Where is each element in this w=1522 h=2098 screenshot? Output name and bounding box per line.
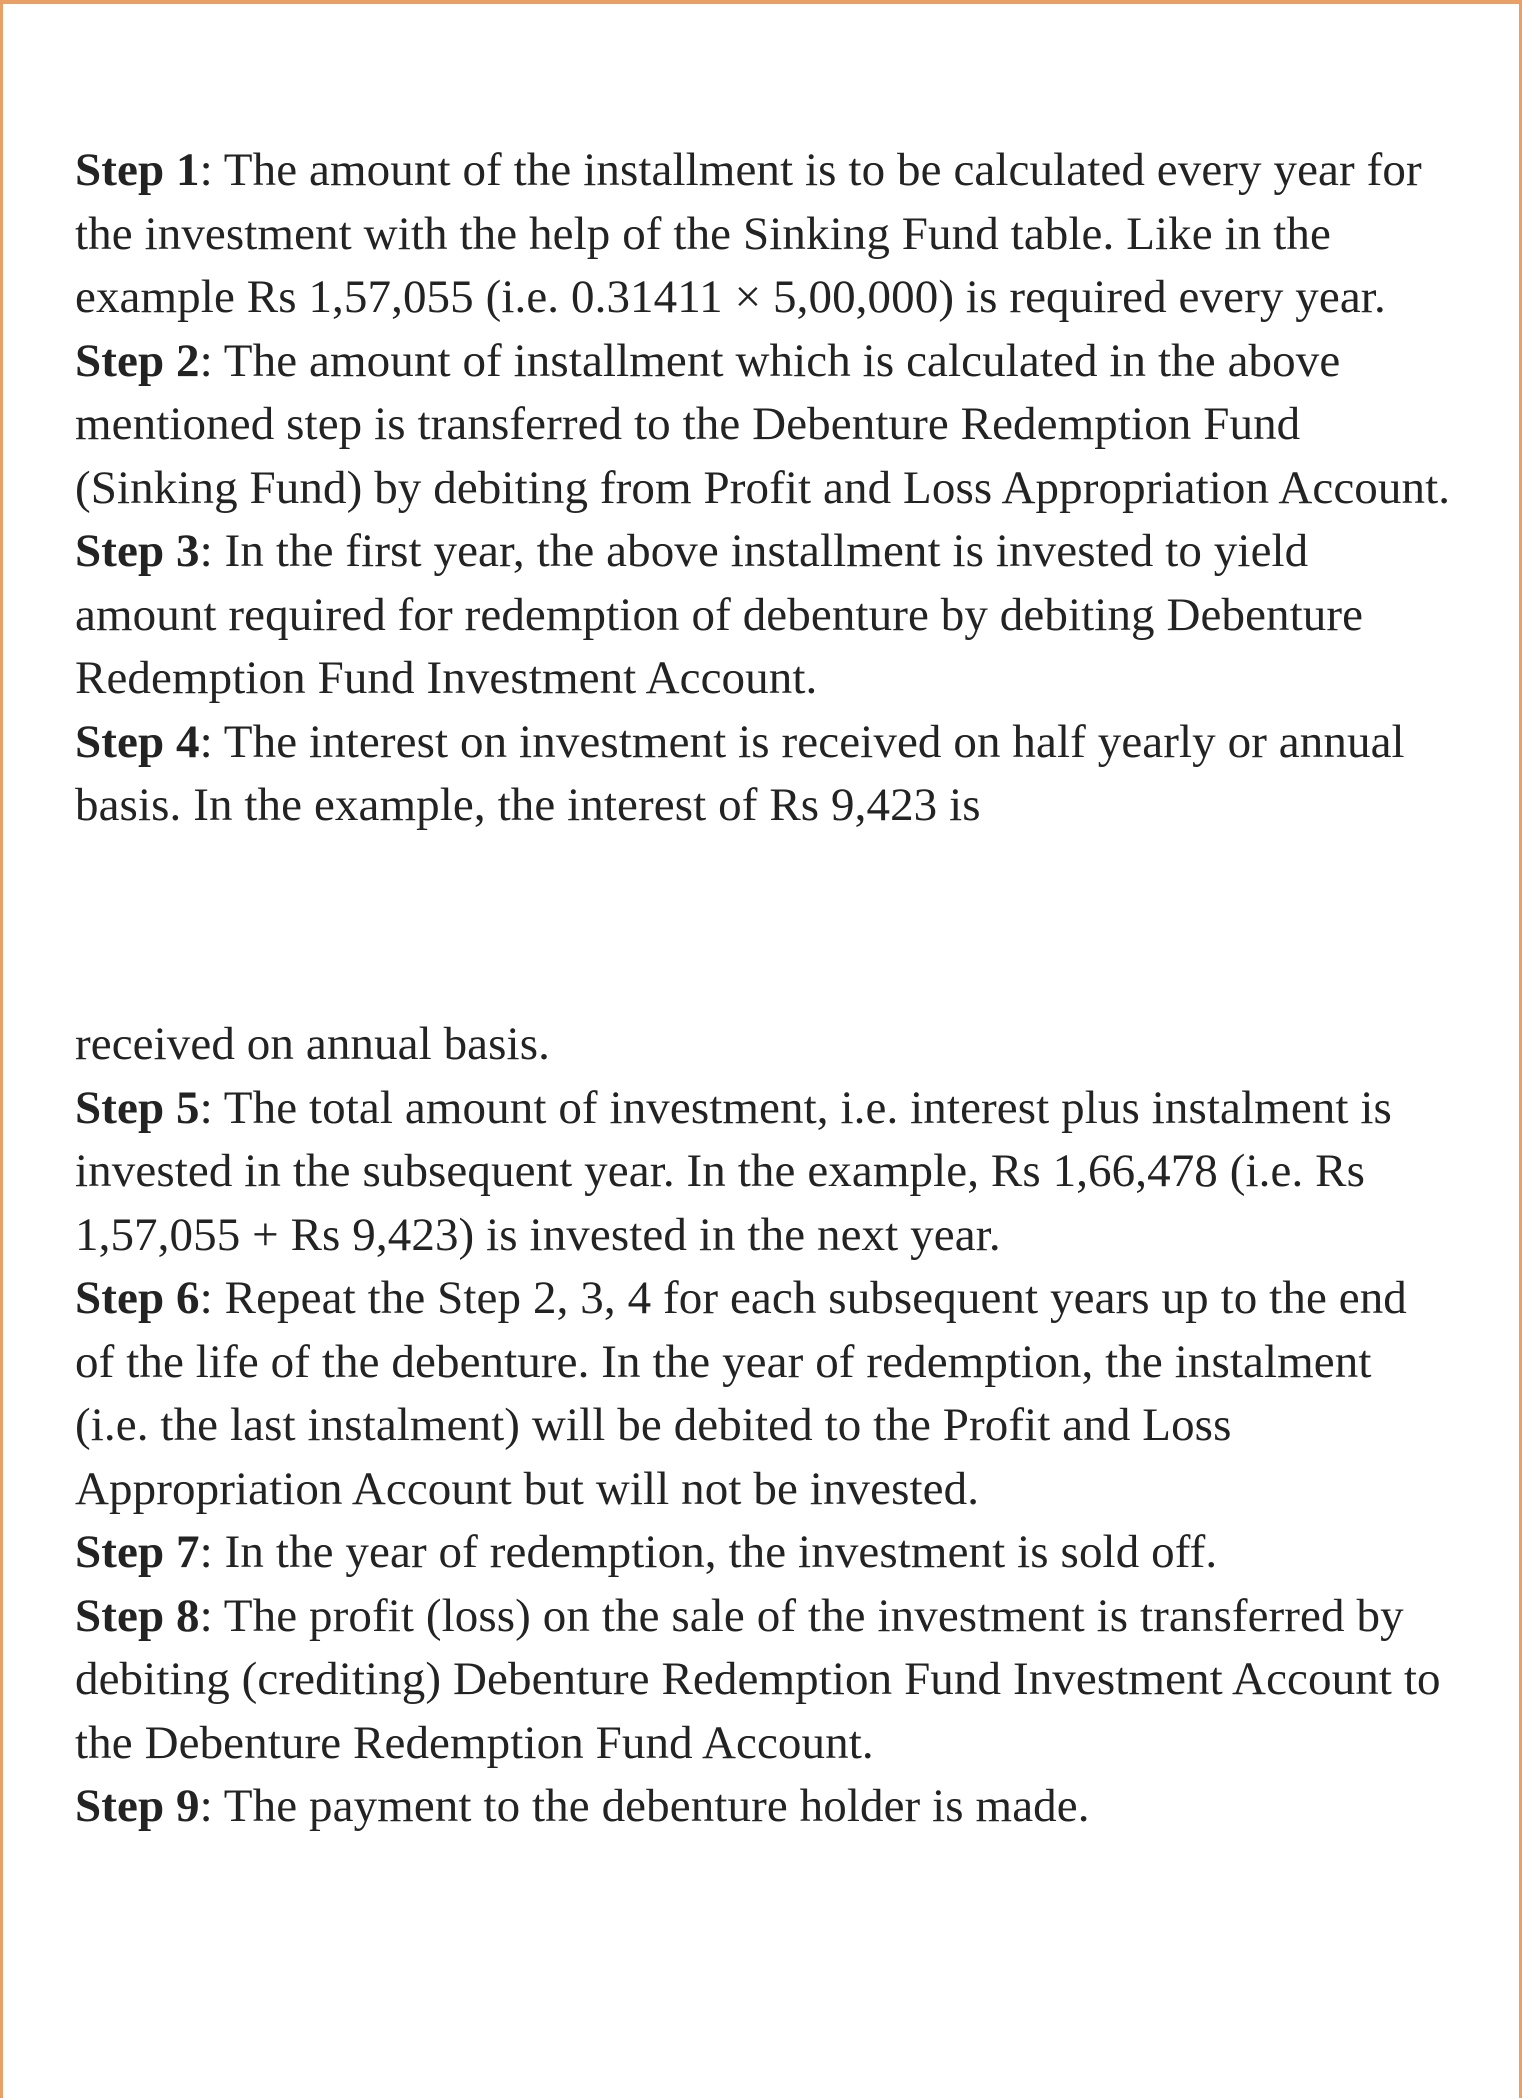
step-text: : The payment to the debenture holder is made. (199, 1780, 1090, 1832)
step-label: Step 4 (75, 715, 200, 768)
step-text: : The profit (loss) on the sale of the investment is transferred by debiting (crediting) Debenture Redemption Fund Investment Account to the Debenture Redemption Fund Account. (75, 1589, 1441, 1769)
step-label: Step 9 (75, 1780, 200, 1832)
step-text: : The total amount of investment, i.e. interest plus instalment is invested in the subsequent year. In the example, Rs 1,66,478 (i.e. Rs 1,57,055 + Rs 9,423) is invested in the next year. (75, 1081, 1392, 1261)
step-text: : The amount of the installment is to be calculated every year for the investment with the help of the Sinking Fund table. Like in the example Rs 1,57,055 (i.e. 0.31411 × 5,00,000) is required every year. (75, 144, 1422, 323)
step-6 (75, 1267, 1455, 1521)
step-3 (75, 520, 1455, 711)
step-text: : The amount of installment which is calculated in the above mentioned step is transferred to the Debenture Redemption Fund (Sinking Fund) by debiting from Profit and Loss Appropriation Account. (75, 334, 1451, 514)
step-label: Step 6 (75, 1272, 200, 1324)
step-label: Step 8 (75, 1589, 200, 1642)
step-text: : In the first year, the above installment is invested to yield amount required for redemption of debenture by debiting Debenture Redemption Fund Investment Account. (75, 525, 1364, 704)
step-label: Step 3 (75, 525, 200, 577)
steps-block-upper (75, 139, 1455, 838)
step-7 (75, 1521, 1455, 1585)
step-4 (75, 711, 1455, 838)
step-label: Step 2 (75, 334, 200, 387)
step-text: : Repeat the Step 2, 3, 4 for each subsequent years up to the end of the life of the debenture. In the year of redemption, the instalment (i.e. the last instalment) will be debited to the Profit and Loss Appropriation Account but will not be invested. (75, 1272, 1407, 1515)
step-label: Step 1 (75, 144, 200, 196)
step-8 (75, 1585, 1455, 1776)
step-text: : The interest on investment is received on half yearly or annual basis. In the example, the interest of Rs 9,423 is (75, 715, 1405, 831)
step-9 (75, 1775, 1455, 1839)
step-5 (75, 1077, 1455, 1268)
steps-block-lower (75, 1013, 1455, 1839)
step-text: : In the year of redemption, the investment is sold off. (199, 1526, 1218, 1578)
step-4-continuation: received on annual basis. (75, 1018, 550, 1070)
step-label: Step 7 (75, 1526, 200, 1578)
step-2 (75, 330, 1455, 521)
step-label: Step 5 (75, 1081, 200, 1134)
step-1 (75, 139, 1455, 330)
